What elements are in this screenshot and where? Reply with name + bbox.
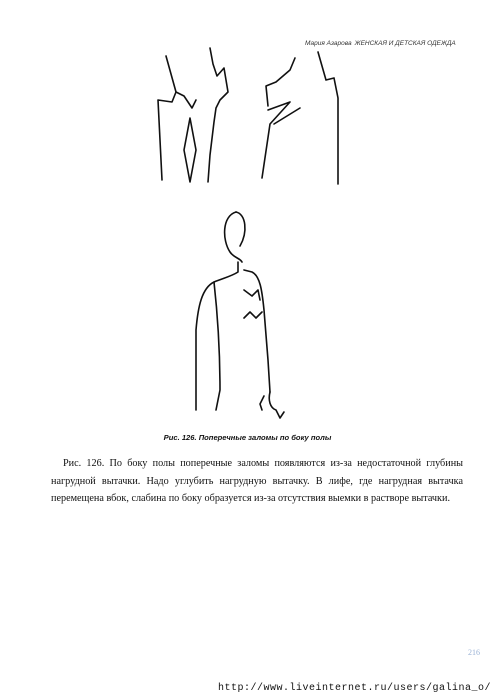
pattern-right (262, 52, 338, 184)
body-paragraph: Рис. 126. По боку полы поперечные заломы появляются из-за недостаточной глубины нагрудной вытачки. Надо углубить нагрудную вытачку. В лифе, где нагрудная вытачка перемещена вбок, слабина по боку образуется из-за отсутствия выемки в растворе вытачки. (51, 458, 463, 504)
source-url: http://www.liveinternet.ru/users/galina_o/ (217, 683, 491, 694)
page-number: 216 (468, 648, 480, 657)
figure-sketch (196, 212, 284, 418)
header-author: Мария Азарова (305, 40, 352, 47)
figure-caption: Рис. 126. Поперечные заломы по боку полы (163, 433, 332, 442)
header-book-title: ЖЕНСКАЯ И ДЕТСКАЯ ОДЕЖДА (354, 40, 456, 47)
pattern-left (158, 48, 228, 182)
